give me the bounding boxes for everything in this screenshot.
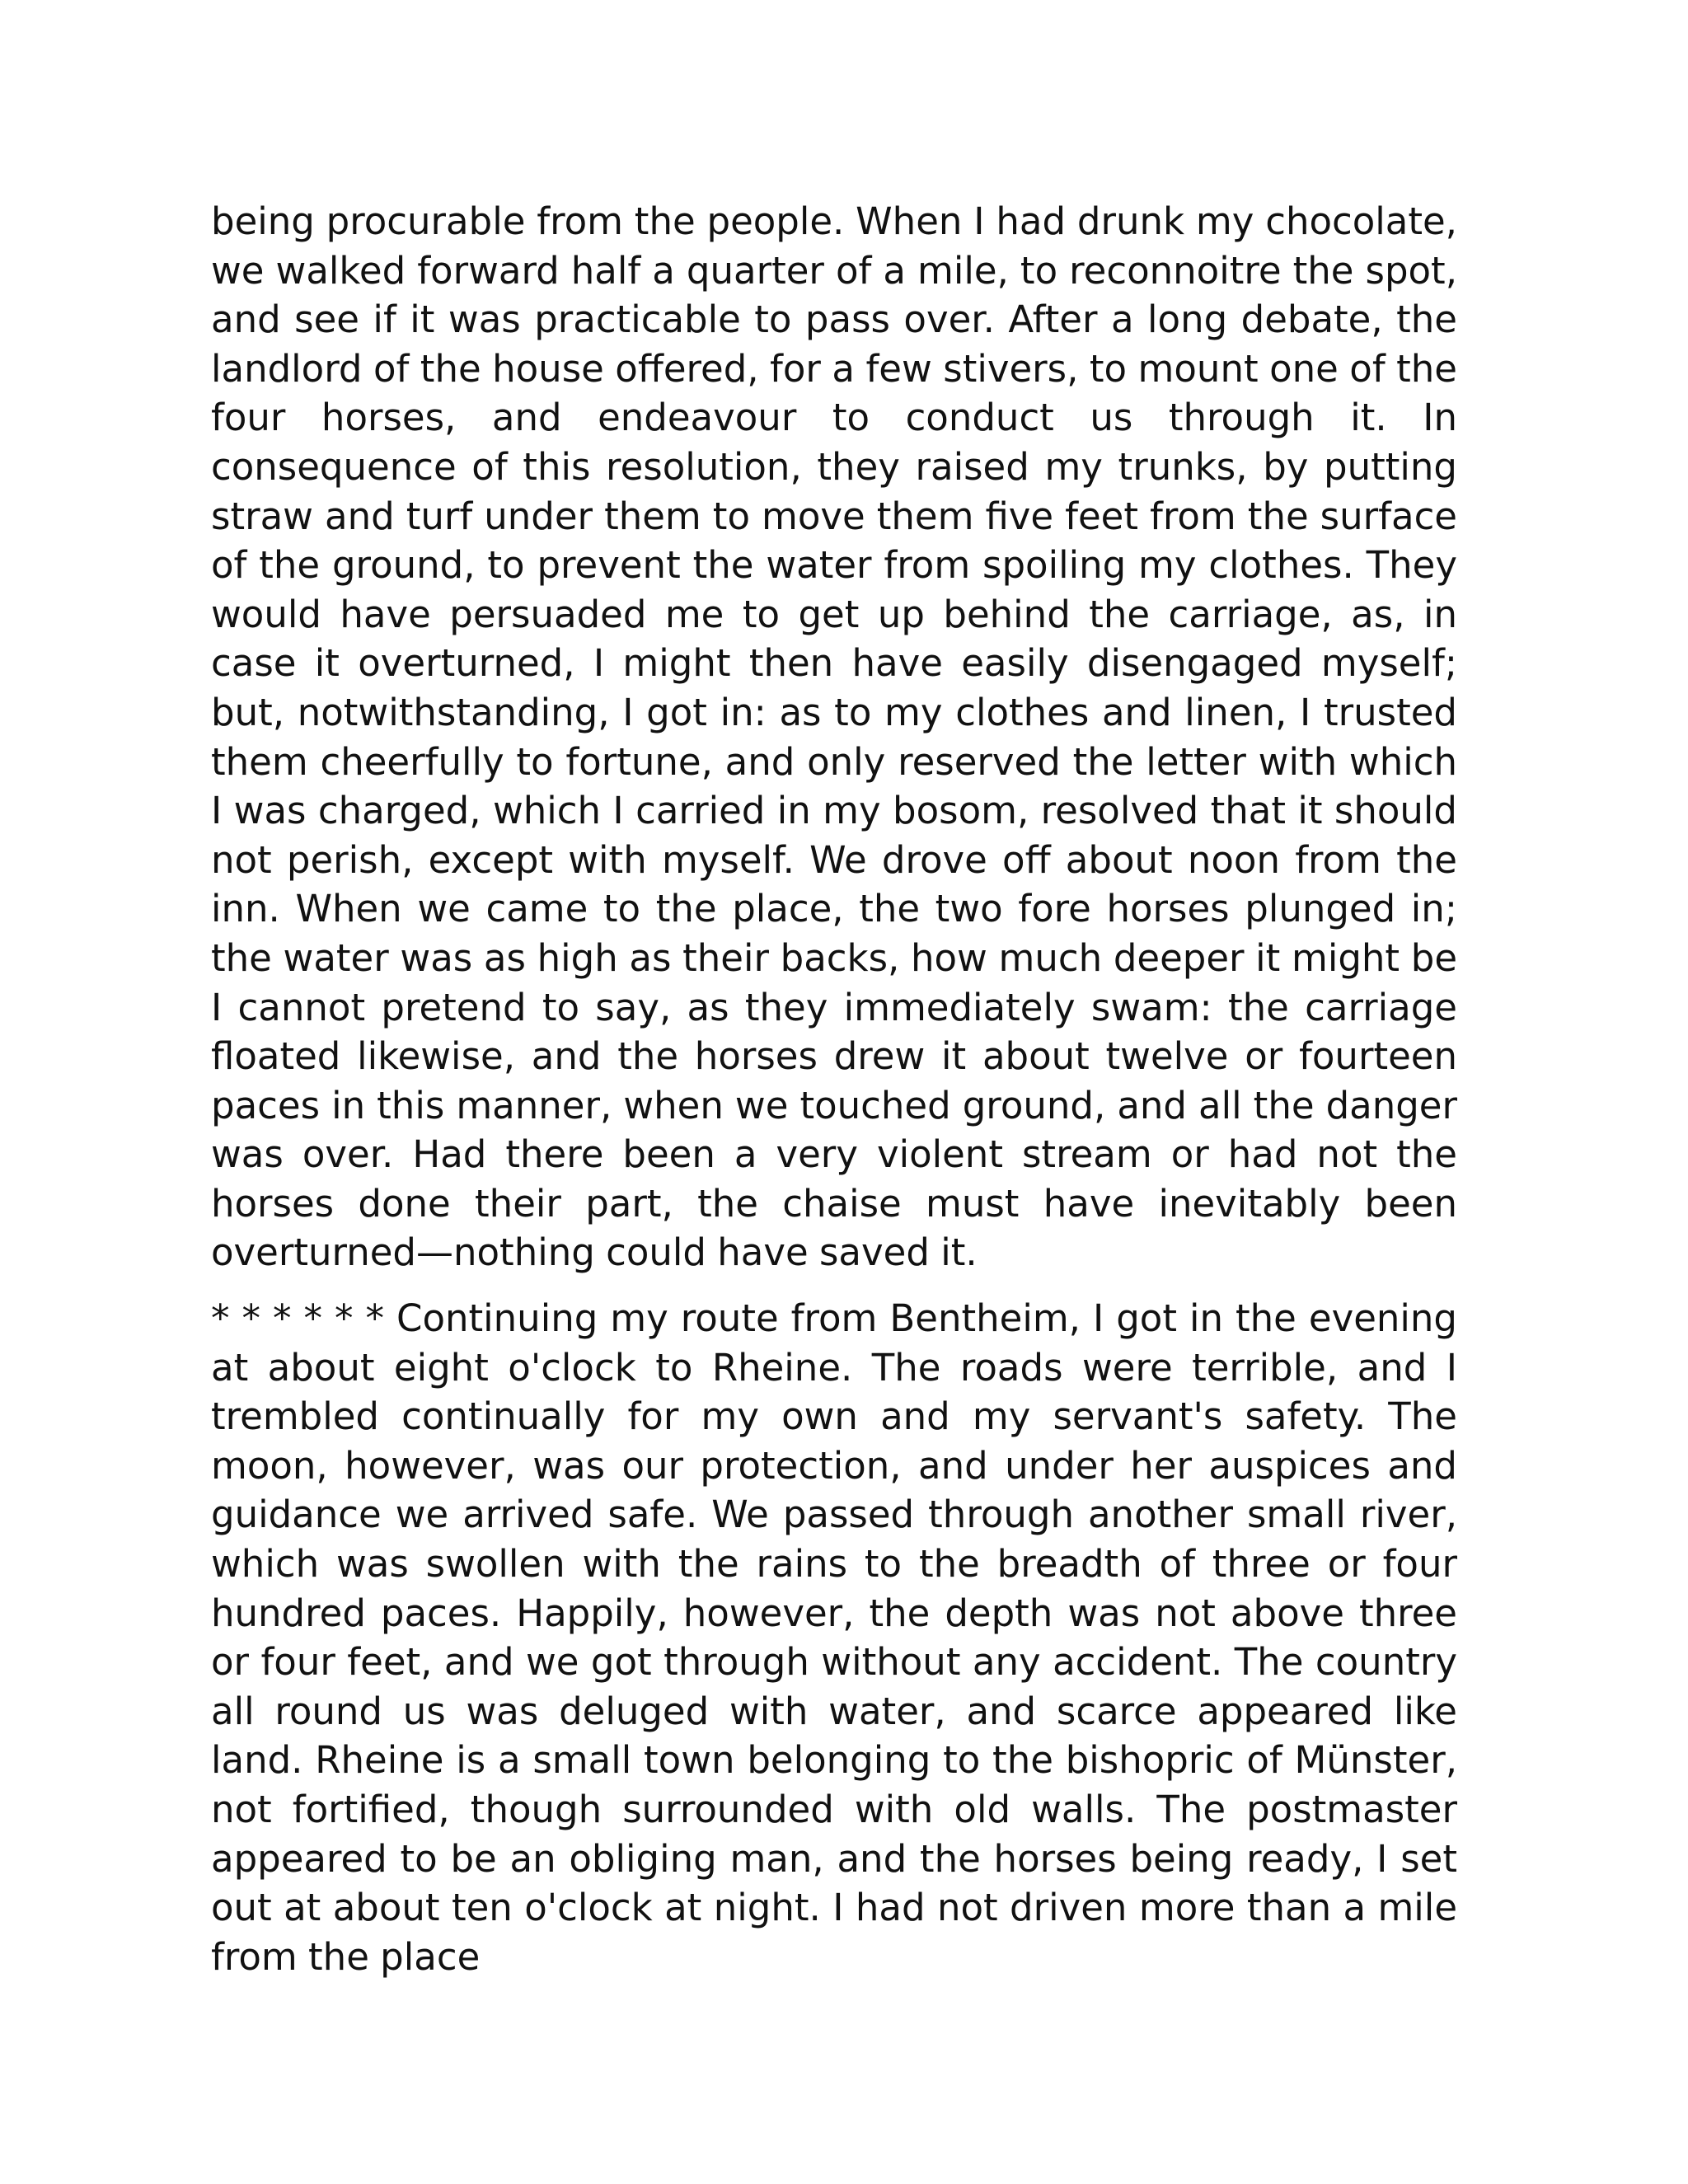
- paragraph-2: [211, 1294, 1457, 1981]
- paragraph-2-text: * * * * * * Continuing my route from Bentheim, I got in the evening at about eight o'clock to Rheine. The roads were terrible, and I trembled continually for my own and my servant's safety. The moon, however, was our protection, and under her auspices and guidance we arrived safe. We passed through another small river, which was swollen with the rains to the breadth of three or four hundred paces. Happily, however, the depth was not above three or four feet, and we got through without any accident. The country all round us was deluged with water, and scarce appeared like land. Rheine is a small town belonging to the bishopric of Münster, not fortified, though surrounded with old walls. The postmaster appeared to be an obliging man, and the horses being ready, I set out at about ten o'clock at night. I had not driven more than a mile from the place: [211, 1296, 1457, 1979]
- paragraph-1: [211, 197, 1457, 1277]
- paragraph-1-text: being procurable from the people. When I had drunk my chocolate, we walked forward half a quarter of a mile, to reconnoitre the spot, and see if it was practicable to pass over. After a long debate, the landlord of the house offered, for a few stivers, to mount one of the four horses, and endeavour to conduct us through it. In consequence of this resolution, they raised my trunks, by putting straw and turf under them to move them five feet from the surface of the ground, to prevent the water from spoiling my clothes. They would have persuaded me to get up behind the carriage, as, in case it overturned, I might then have easily disengaged myself; but, notwithstanding, I got in: as to my clothes and linen, I trusted them cheerfully to fortune, and only reserved the letter with which I was charged, which I carried in my bosom, resolved that it should not perish, except with myself. We drove off about noon from the inn. When we came to the place, the two fore horses plunged in; the water was as high as their backs, how much deeper it might be I cannot pretend to say, as they immediately swam: the carriage floated likewise, and the horses drew it about twelve or fourteen paces in this manner, when we touched ground, and all the danger was over. Had there been a very violent stream or had not the horses done their part, the chaise must have inevitably been overturned—nothing could have saved it.: [211, 199, 1457, 1275]
